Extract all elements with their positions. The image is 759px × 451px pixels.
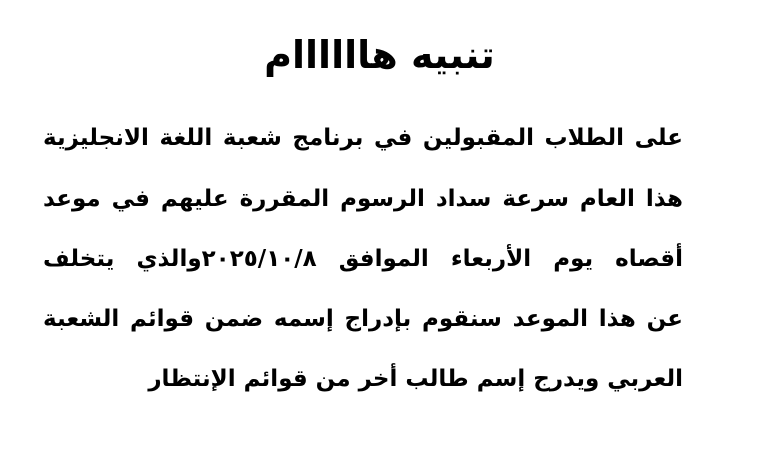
notice-line-5: العربي ويدرج إسم طالب أخر من قوائم الإنتظار xyxy=(148,366,683,392)
notice-title: تنبيه هاااااام xyxy=(264,33,495,77)
notice-line-4: عن هذا الموعد سنقوم بإدراج إسمه ضمن قوائم الشعبة xyxy=(43,306,683,332)
notice-line-2: هذا العام سرعة سداد الرسوم المقررة عليهم في موعد xyxy=(43,186,683,212)
notice-line-1: على الطلاب المقبولين في برنامج شعبة اللغة الانجليزية xyxy=(43,125,683,151)
notice-line-3: أقصاه يوم الأربعاء الموافق ٢٠٢٥/١٠/٨والذي يتخلف xyxy=(43,246,683,272)
